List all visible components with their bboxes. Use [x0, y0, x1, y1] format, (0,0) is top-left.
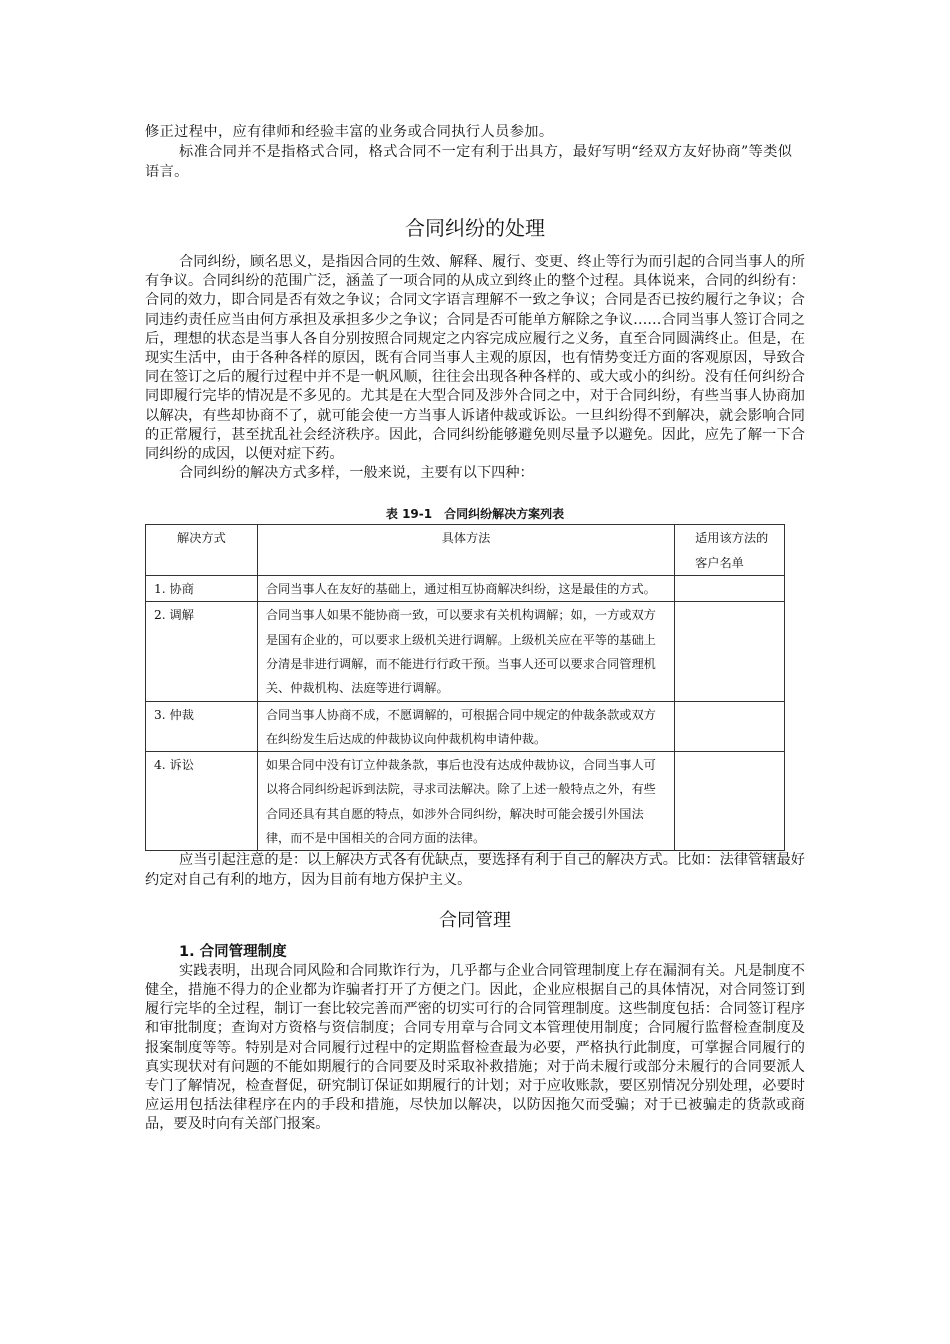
- section-title-dispute: 合同纠纷的处理: [405, 216, 545, 240]
- dispute-paragraph-3: 应当引起注意的是：以上解决方式各有优缺点，要选择有利于自己的解决方式。比如：法律管辖最好约定对自己有利的地方，因为目前有地方保护主义。: [145, 852, 805, 888]
- cell-method: 如果合同中没有订立仲裁条款，事后也没有达成仲裁协议，合同当事人可以将合同纠纷起诉到法院，寻求司法解决。除了上述一般特点之外，有些合同还具有其自愿的特点，如涉外合同纠纷，解决时可能会援引外国法律，而不是中国相关的合同方面的法律。: [257, 752, 674, 851]
- cell-way: 1. 协商: [146, 576, 258, 602]
- dispute-paragraph-1: 合同纠纷，顾名思义，是指因合同的生效、解释、履行、变更、终止等行为而引起的合同当事人的所有争议。合同纠纷的范围广泛，涵盖了一项合同的从成立到终止的整个过程。具体说来，合同的纠纷有：合同的效力，即合同是否有效之争议；合同文字语言理解不一致之争议；合同是否已按约履行之争议；合同违约责任应当由何方承担及承担多少之争议；合同是否可能单方解除之争议……合同当事人签订合同之后，理想的状态是当事人各自分别按照合同规定之内容完成应履行之义务，直至合同圆满终止。但是，在现实生活中，由于各种各样的原因，既有合同当事人主观的原因，也有情势变迁方面的客观原因，导致合同在签订之后的履行过程中并不是一帆风顺，往往会出现各种各样的、或大或小的纠纷。没有任何纠纷合同即履行完毕的情况是不多见的。尤其是在大型合同及涉外合同之中，对于合同纠纷，有些当事人协商加以解决，有些却协商不了，就可能会使一方当事人诉诸仲裁或诉讼。一旦纠纷得不到解决，就会影响合同的正常履行，甚至扰乱社会经济秩序。因此，合同纠纷能够避免则尽量予以避免。因此，应先了解一下合同纠纷的成因，以便对症下药。: [145, 254, 805, 463]
- section-title-management: 合同管理: [439, 909, 511, 931]
- management-paragraph-1: 实践表明，出现合同风险和合同欺诈行为，几乎都与企业合同管理制度上存在漏洞有关。凡是制度不健全，措施不得力的企业都为诈骗者打开了方便之门。因此，企业应根据自己的具体情况，对合同签订到履行完毕的全过程，制订一套比较完善而严密的切实可行的合同管理制度。这些制度包括：合同签订程序和审批制度；查询对方资格与资信制度；合同专用章与合同文本管理使用制度；合同履行监督检查制度及报案制度等等。特别是对合同履行过程中的定期监督检查最为必要，严格执行此制度，可掌握合同履行的真实现状对有问题的不能如期履行的合同要及时采取补救措施；对于尚未履行或部分未履行的合同要派人专门了解情况，检查督促，研究制订保证如期履行的计划；对于应收账款，要区别情况分别处理，必要时应运用包括法律程序在内的手段和措施，尽快加以解决，以防因拖欠而受骗；对于已被骗走的货款或商品，要及时向有关部门报案。: [145, 962, 805, 1133]
- table-row: [146, 701, 785, 752]
- cell-way: 4. 诉讼: [146, 752, 258, 851]
- header-way: 解决方式: [146, 525, 258, 576]
- header-clients: 适用该方法的客户名单: [675, 525, 785, 576]
- table-row: [146, 602, 785, 701]
- dispute-paragraph-2: 合同纠纷的解决方式多样，一般来说，主要有以下四种：: [179, 465, 534, 482]
- cell-clients: [675, 576, 785, 602]
- cell-method: 合同当事人协商不成，不愿调解的，可根据合同中规定的仲裁条款或双方在纠纷发生后达成的仲裁协议向仲裁机构申请仲裁。: [257, 701, 674, 752]
- table-row: [146, 752, 785, 851]
- table-row: [146, 576, 785, 602]
- solutions-table: [145, 524, 785, 851]
- document-page: [145, 122, 805, 1135]
- cell-clients: [675, 602, 785, 701]
- cell-method: 合同当事人如果不能协商一致，可以要求有关机构调解；如，一方或双方是国有企业的，可以要求上级机关进行调解。上级机关应在平等的基础上分清是非进行调解，而不能进行行政干预。当事人还可以要求合同管理机关、仲裁机构、法庭等进行调解。: [257, 602, 674, 701]
- cell-method: 合同当事人在友好的基础上，通过相互协商解决纠纷，这是最佳的方式。: [257, 576, 674, 602]
- table-header-row: [146, 525, 785, 576]
- table-caption: 表 19-1 合同纠纷解决方案列表: [385, 507, 565, 522]
- subsection-title: 1. 合同管理制度: [179, 943, 287, 960]
- cell-clients: [675, 701, 785, 752]
- intro-block: [145, 122, 805, 182]
- cell-way: 3. 仲裁: [146, 701, 258, 752]
- intro-line-2: 标准合同并不是指格式合同，格式合同不一定有利于出具方，最好写明“经双方友好协商”等类似语言。: [145, 144, 793, 180]
- intro-line-1: 修正过程中，应有律师和经验丰富的业务或合同执行人员参加。: [145, 124, 554, 140]
- cell-way: 2. 调解: [146, 602, 258, 701]
- cell-clients: [675, 752, 785, 851]
- header-method: 具体方法: [257, 525, 674, 576]
